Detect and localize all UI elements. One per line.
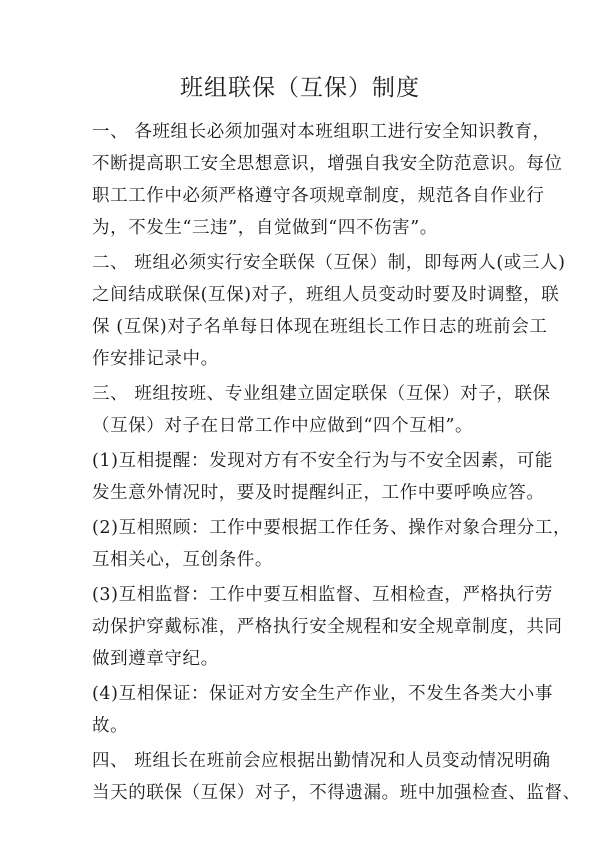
- paragraph-2-line-4: 作安排记录中。: [92, 349, 219, 369]
- item-3-line-1: (3)互相监督：工作中要互相监督、互相检查，严格执行劳: [92, 585, 553, 605]
- item-2-line-1: (2)互相照顾：工作中要根据工作任务、操作对象合理分工，: [92, 518, 572, 538]
- paragraph-2-line-3: 保 (互保)对子名单每日体现在班组长工作日志的班前会工: [92, 317, 548, 337]
- document-title: 班组联保（互保）制度: [180, 75, 420, 101]
- item-1-line-1: (1)互相提醒：发现对方有不安全行为与不安全因素，可能: [92, 451, 553, 471]
- paragraph-2-line-1: 二、 班组必须实行安全联保（互保）制，即每两人(或三人): [92, 253, 566, 273]
- paragraph-1-line-4: 为，不发生“三违”，自觉做到“四不伤害”。: [92, 218, 438, 238]
- paragraph-1-line-3: 职工工作中必须严格遵守各项规章制度，规范各自作业行: [92, 186, 545, 206]
- item-4-line-1: (4)互相保证：保证对方安全生产作业，不发生各类大小事: [92, 684, 553, 704]
- paragraph-1-line-2: 不断提高职工安全思想意识，增强自我安全防范意识。每位: [92, 154, 563, 174]
- item-2-line-2: 互相关心，互创条件。: [92, 550, 273, 570]
- item-3-line-2: 动保护穿戴标准，严格执行安全规程和安全规章制度，共同: [92, 617, 563, 637]
- paragraph-3-line-1: 三、 班组按班、专业组建立固定联保（互保）对子，联保: [92, 384, 551, 404]
- paragraph-2-line-2: 之间结成联保(互保)对子，班组人员变动时要及时调整，联: [92, 285, 560, 305]
- item-3-line-3: 做到遵章守纪。: [92, 649, 219, 669]
- item-1-line-2: 发生意外情况时，要及时提醒纠正，工作中要呼唤应答。: [92, 483, 545, 503]
- paragraph-4-line-1: 四、 班组长在班前会应根据出勤情况和人员变动情况明确: [92, 751, 551, 771]
- paragraph-1-line-1: 一、 各班组长必须加强对本班组职工进行安全知识教育，: [92, 122, 551, 142]
- paragraph-4-line-2: 当天的联保（互保）对子，不得遗漏。班中加强检查、监督、: [92, 783, 581, 803]
- paragraph-3-line-2: （互保）对子在日常工作中应做到“四个互相”。: [92, 416, 474, 436]
- item-4-line-2: 故。: [92, 716, 129, 736]
